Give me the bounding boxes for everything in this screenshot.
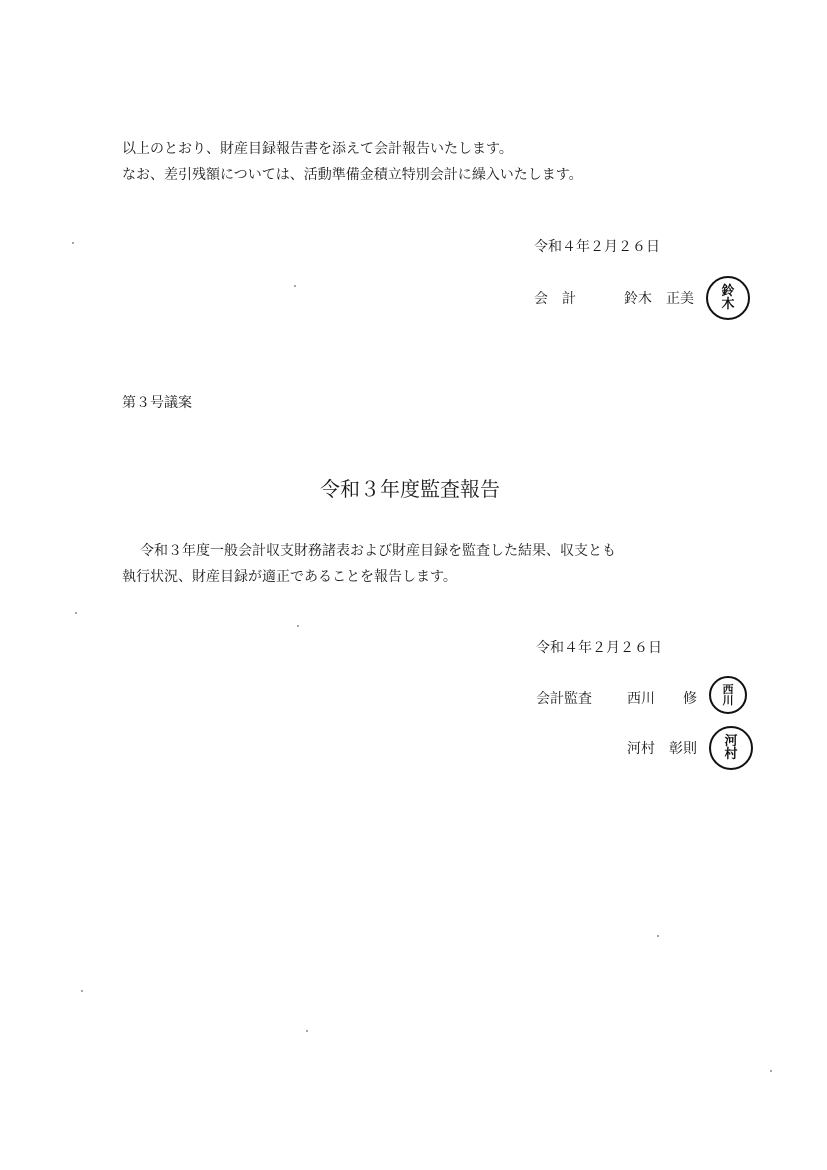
agenda-number: 第３号議案: [122, 395, 192, 411]
scan-speck: [294, 285, 296, 287]
seal-character: 鈴: [721, 284, 735, 299]
auditor-2-seal-stamp: [709, 726, 753, 770]
seal-character: 川: [722, 694, 734, 707]
treasurer-seal-text: [721, 285, 734, 311]
auditor-1-seal-stamp: [709, 676, 747, 714]
auditor-2-name: 河村 彰則: [627, 741, 697, 757]
scan-speck: [306, 1030, 308, 1032]
auditor-1-seal-text: [723, 684, 734, 706]
scan-speck: [81, 990, 83, 992]
agenda-title: 令和３年度監査報告: [320, 477, 500, 501]
audit-body-line-2: 執行状況、財産目録が適正であることを報告します。: [122, 569, 457, 585]
audit-date: 令和４年２月２６日: [536, 640, 662, 656]
seal-character: 木: [721, 297, 735, 312]
scan-speck: [657, 935, 659, 937]
scan-speck: [72, 242, 74, 244]
scan-speck: [75, 612, 77, 614]
treasurer-seal-stamp: [706, 276, 750, 320]
seal-character: 西: [722, 683, 734, 696]
scan-speck: [297, 625, 299, 627]
auditor-2-seal-text: [724, 735, 737, 761]
report-line-1: 以上のとおり、財産目録報告書を添えて会計報告いたします。: [122, 141, 513, 157]
scan-speck: [770, 1070, 772, 1072]
seal-character: 村: [724, 747, 738, 762]
report-line-2: なお、差引残額については、活動準備金積立特別会計に繰入いたします。: [122, 167, 583, 183]
report-date: 令和４年２月２６日: [534, 239, 660, 255]
treasurer-role: 会 計: [534, 291, 576, 307]
treasurer-name: 鈴木 正美: [624, 291, 694, 307]
audit-body-line-1: 令和３年度一般会計収支財務諸表および財産目録を監査した結果、収支とも: [140, 543, 616, 559]
seal-character: 河: [724, 734, 738, 749]
auditor-1-name: 西川 修: [627, 691, 697, 707]
auditor-role: 会計監査: [536, 691, 592, 707]
